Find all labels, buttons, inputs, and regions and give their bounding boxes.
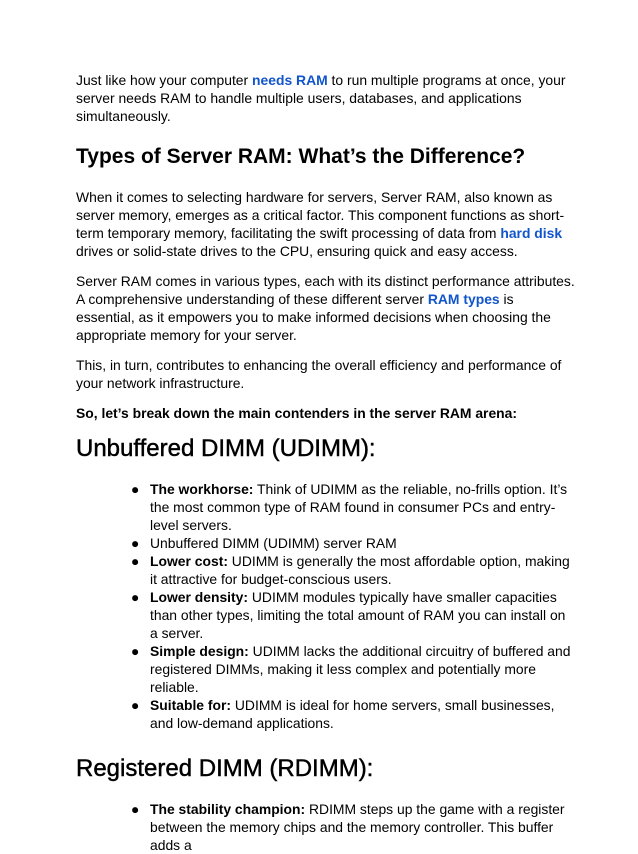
needs-ram-link[interactable]: needs RAM [252,72,328,88]
list-item-label: Lower cost: [150,553,228,569]
list-item [131,552,576,588]
intro-paragraph [76,71,576,125]
list-item-label: Suitable for: [150,697,232,713]
list-item-text: UDIMM is ideal for home servers, small businesses, and low-demand applications. [150,697,555,731]
types-heading: Types of Server RAM: What’s the Difference? [76,145,526,168]
list-item-text: UDIMM lacks the additional circuitry of buffered and registered DIMMs, making it less complex and potentially more reliable. [150,643,571,695]
types-p2-text-start: Server RAM comes in various types, each with its distinct performance attributes. A comprehensive understanding of these different server [76,273,575,307]
ram-types-link[interactable]: RAM types [427,291,500,307]
intro-text-start: Just like how your computer [76,72,253,88]
types-paragraph-4 [76,404,576,422]
types-p2-text-end: is essential, as it empowers you to make informed decisions when choosing the appropriate memory for your server. [76,291,551,343]
list-item-label: Lower density: [150,589,249,605]
rdimm-list [131,800,576,854]
list-item-text: Think of UDIMM as the reliable, no-frills option. It’s the most common type of RAM found in consumer PCs and entry-level servers. [150,481,568,533]
list-item-text: UDIMM is generally the most affordable option, making it attractive for budget-conscious users. [150,553,570,587]
types-paragraph-2 [76,272,576,344]
udimm-heading: Unbuffered DIMM (UDIMM): [76,435,376,462]
bullet-icon: ● [131,801,140,817]
types-paragraph-1 [76,188,576,260]
bullet-icon: ● [131,535,140,551]
list-item [131,800,576,854]
types-paragraph-3: This, in turn, contributes to enhancing the overall efficiency and performance of your network infrastructure. [76,357,562,391]
list-item-text: Unbuffered DIMM (UDIMM) server RAM [150,535,397,551]
list-item-text: RDIMM steps up the game with a register between the memory chips and the memory controller. This buffer adds a [150,801,565,853]
udimm-list [131,480,576,732]
bullet-icon: ● [131,553,140,569]
hard-disk-link[interactable]: hard disk [500,225,563,241]
list-item [131,588,576,642]
contenders-intro: So, let’s break down the main contenders in the server RAM arena: [76,405,518,421]
types-p1-text-end: drives or solid-state drives to the CPU, ensuring quick and easy access. [76,243,518,259]
document-page [76,71,576,854]
list-item-label: Simple design: [150,643,249,659]
list-item [131,642,576,696]
bullet-icon: ● [131,643,140,659]
list-item-text: UDIMM modules typically have smaller capacities than other types, limiting the total amount of RAM you can install on a server. [150,589,566,641]
bullet-icon: ● [131,697,140,713]
intro-text-end: to run multiple programs at once, your server needs RAM to handle multiple users, databases, and applications simultaneously. [76,72,566,124]
rdimm-heading: Registered DIMM (RDIMM): [76,755,374,782]
list-item-label: The stability champion: [150,801,306,817]
bullet-icon: ● [131,481,140,497]
types-p1-text-start: When it comes to selecting hardware for servers, Server RAM, also known as server memory, emerges as a critical factor. This component functions as short-term temporary memory, facilitating the swift processing of data from [76,189,565,241]
list-item [131,480,576,534]
list-item-label: The workhorse: [150,481,254,497]
list-item [131,534,576,552]
list-item [131,696,576,732]
bullet-icon: ● [131,589,140,605]
